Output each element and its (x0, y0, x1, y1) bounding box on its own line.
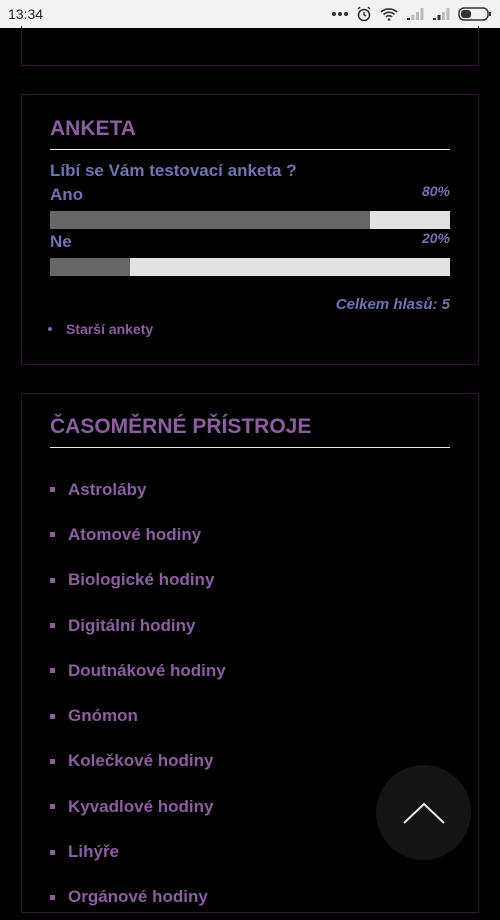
poll-question: Líbí se Vám testovací anketa ? (50, 161, 297, 180)
category-link[interactable] (50, 467, 226, 512)
status-time: 13:34 (8, 6, 44, 22)
previous-widget (21, 26, 479, 66)
bullet-icon (50, 850, 55, 855)
status-icons (332, 6, 492, 22)
poll-bar-fill (50, 258, 130, 276)
older-polls-link[interactable] (48, 321, 153, 337)
category-label: Orgánové hodiny (68, 887, 208, 907)
category-link[interactable] (50, 829, 226, 874)
poll-widget (21, 94, 479, 365)
wifi-icon (380, 7, 398, 21)
poll-option-bar (50, 258, 450, 276)
category-link[interactable] (50, 875, 226, 920)
category-label: Biologické hodiny (68, 570, 215, 590)
category-label: Kolečkové hodiny (68, 751, 214, 771)
poll-total-votes: Celkem hlasů: 5 (335, 296, 450, 313)
category-label: Atomové hodiny (68, 524, 202, 544)
bullet-icon (50, 804, 55, 809)
bullet-icon (50, 578, 55, 583)
poll-option-percent: 20% (421, 230, 450, 246)
category-link[interactable] (50, 512, 226, 557)
signal-icon (406, 7, 424, 21)
battery-icon (458, 7, 492, 21)
poll-option-percent: 80% (421, 183, 450, 199)
alarm-icon (356, 6, 372, 22)
bullet-icon (50, 714, 55, 719)
bullet-icon (48, 327, 52, 331)
bullet-icon (50, 895, 55, 900)
bullet-icon (50, 532, 55, 537)
more-dots-icon (332, 11, 348, 17)
category-label: Digitální hodiny (68, 615, 196, 635)
chevron-up-icon (402, 801, 446, 825)
category-link[interactable] (50, 558, 226, 603)
scroll-to-top-button[interactable] (376, 765, 471, 860)
signal-icon (432, 7, 450, 21)
category-label: Doutnákové hodiny (68, 660, 226, 680)
poll-bar-fill (50, 211, 370, 229)
older-polls-label: Starší ankety (66, 321, 154, 337)
category-label: Astroláby (68, 479, 147, 499)
bullet-icon (50, 487, 55, 492)
category-link[interactable] (50, 603, 226, 648)
category-link[interactable] (50, 739, 226, 784)
category-label: Gnómon (68, 706, 138, 726)
category-label: Lihýře (68, 842, 120, 862)
status-bar (0, 0, 500, 28)
bullet-icon (50, 668, 55, 673)
category-link[interactable] (50, 784, 226, 829)
category-label: Kyvadlové hodiny (68, 796, 214, 816)
category-link[interactable] (50, 648, 226, 693)
bullet-icon (50, 623, 55, 628)
category-link[interactable] (50, 693, 226, 738)
poll-title: ANKETA (50, 117, 450, 150)
category-title: ČASOMĚRNÉ PŘÍSTROJE (50, 415, 450, 448)
bullet-icon (50, 759, 55, 764)
category-list (50, 467, 226, 920)
poll-option-label: Ano (50, 185, 84, 204)
poll-option-bar (50, 211, 450, 229)
poll-option-label: Ne (50, 232, 72, 251)
